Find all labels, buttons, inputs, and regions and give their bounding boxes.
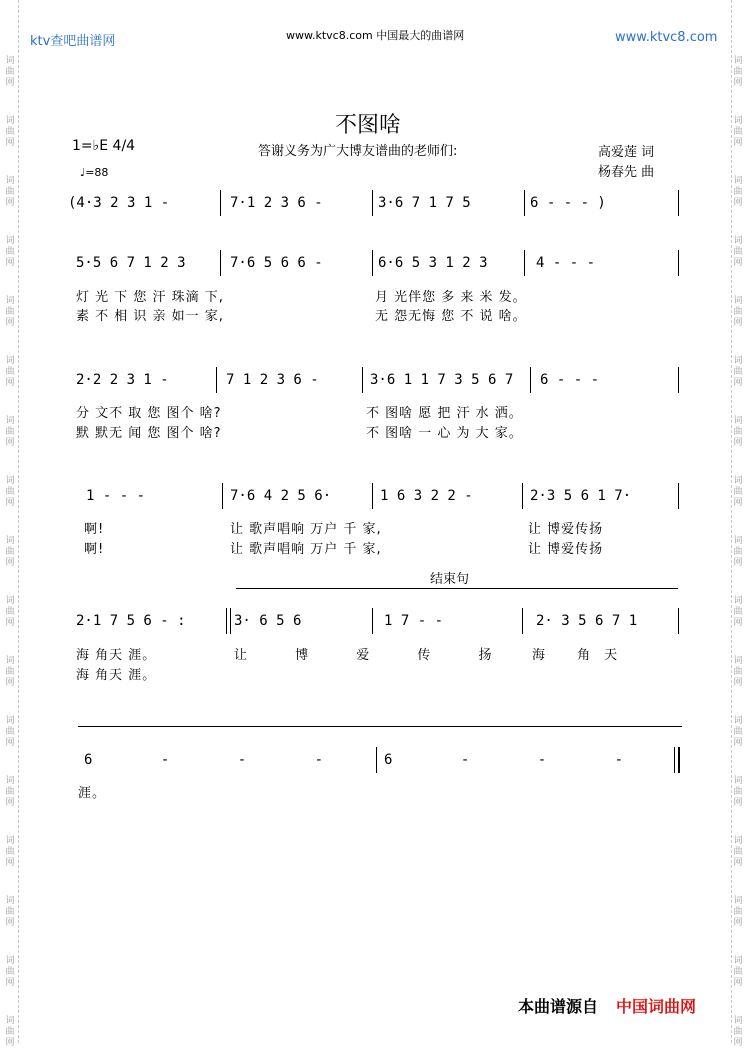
final-barline [678, 747, 680, 773]
watermark-text: 词曲网 [733, 836, 743, 868]
watermark-text: 词曲网 [733, 956, 743, 988]
left-watermark-strip [2, 0, 19, 1043]
header-center-site[interactable]: www.ktvc8.com 中国最大的曲谱网 [286, 29, 465, 42]
row4-lyric1c: 海 角天 [532, 648, 632, 663]
barline [222, 483, 223, 509]
barline [372, 190, 373, 216]
tempo-marking: ♩=88 [80, 166, 109, 179]
row5-measure1: 6 - - - [84, 752, 354, 768]
row2-lyric1b: 不 图啥 愿 把 汗 水 洒。 [366, 406, 523, 421]
row1-lyric1a: 灯 光 下 您 汗 珠滴 下, [76, 290, 224, 305]
watermark-text: 词曲网 [5, 956, 15, 988]
row5-lyric: 涯。 [78, 786, 107, 801]
watermark-text: 词曲网 [5, 476, 15, 508]
row2-measure4: 6 - - - [540, 372, 600, 388]
watermark-text: 词曲网 [733, 536, 743, 568]
watermark-text: 词曲网 [733, 776, 743, 808]
header-left-site[interactable]: ktv查吧曲谱网 [30, 34, 116, 49]
footer-source: 本曲谱源自 [518, 997, 599, 1016]
row1-measure2: 7·6 5 6 6 - [230, 255, 323, 271]
row2-measure2: 7 1 2 3 6 - [226, 372, 319, 388]
row2-measure3: 3·6 1 1 7 3 5 6 7 [370, 372, 514, 388]
credits [598, 143, 654, 183]
row2-lyric2a: 默 默无 闻 您 图个 啥? [76, 426, 222, 441]
row4-measure1: 2·1 7 5 6 - : [76, 613, 186, 629]
barline [524, 190, 525, 216]
barline [220, 250, 221, 276]
watermark-text: 词曲网 [733, 416, 743, 448]
barline [678, 367, 679, 393]
watermark-text: 词曲网 [733, 656, 743, 688]
barline [216, 367, 217, 393]
watermark-text: 词曲网 [5, 296, 15, 328]
watermark-text: 词曲网 [733, 716, 743, 748]
row3-lyric2b: 让 歌声唱响 万户 千 家, [230, 542, 382, 557]
barline [376, 747, 377, 773]
footer [518, 994, 696, 1017]
watermark-text: 词曲网 [5, 56, 15, 88]
watermark-text: 词曲网 [5, 836, 15, 868]
watermark-text: 词曲网 [5, 1016, 15, 1048]
row1-measure3: 6·6 5 3 1 2 3 [378, 255, 488, 271]
watermark-text: 词曲网 [5, 356, 15, 388]
row0-measure2: 7·1 2 3 6 - [230, 195, 323, 211]
watermark-text: 词曲网 [5, 656, 15, 688]
barline [220, 190, 221, 216]
row3-lyric1c: 让 博爱传扬 [528, 522, 604, 537]
watermark-text: 词曲网 [733, 356, 743, 388]
watermark-text: 词曲网 [5, 176, 15, 208]
watermark-text: 词曲网 [733, 896, 743, 928]
row1-measure1: 5·5 6 7 1 2 3 [76, 255, 186, 271]
row2-lyric2b: 不 图啥 一 心 为 大 家。 [366, 426, 523, 441]
row4-measure3: 1 7 - - [384, 613, 444, 629]
watermark-text: 词曲网 [5, 116, 15, 148]
watermark-text: 词曲网 [733, 1016, 743, 1048]
row3-measure4: 2·3 5 6 1 7· [530, 488, 632, 504]
watermark-text: 词曲网 [733, 176, 743, 208]
watermark-text: 词曲网 [5, 236, 15, 268]
row1-lyric2b: 无 怨无悔 您 不 说 啥。 [375, 309, 527, 324]
row1-lyric1b: 月 光伴您 多 来 米 发。 [375, 290, 527, 305]
ending-bracket-line [236, 588, 678, 589]
barline [372, 250, 373, 276]
ending-label: 结束句 [430, 572, 470, 587]
row3-measure2: 7·6 4 2 5 6· [230, 488, 332, 504]
watermark-text: 词曲网 [733, 296, 743, 328]
watermark-text: 词曲网 [733, 596, 743, 628]
row4-lyric2a: 海 角天 涯。 [76, 668, 157, 683]
row2-measure1: 2·2 2 3 1 - [76, 372, 169, 388]
row3-lyric2c: 让 博爱传扬 [528, 542, 604, 557]
barline [678, 250, 679, 276]
row0-measure3: 3·6 7 1 7 5 [378, 195, 471, 211]
watermark-text: 词曲网 [5, 716, 15, 748]
watermark-text: 词曲网 [5, 536, 15, 568]
double-barline [226, 608, 227, 634]
key-signature: 1=♭E 4/4 [72, 138, 136, 154]
row3-lyric1b: 让 歌声唱响 万户 千 家, [230, 522, 382, 537]
barline [522, 608, 523, 634]
watermark-text: 词曲网 [5, 596, 15, 628]
double-barline [230, 608, 231, 634]
row3-measure3: 1 6 3 2 2 - [380, 488, 473, 504]
barline [678, 608, 679, 634]
barline [524, 250, 525, 276]
row4-lyric1a: 海 角天 涯。 [76, 648, 157, 663]
row0-measure1: (4·3 2 3 1 - [68, 195, 170, 211]
final-barline [674, 747, 675, 773]
barline [362, 367, 363, 393]
lyricist: 高爱莲 词 [598, 145, 655, 160]
barline [372, 483, 373, 509]
barline [522, 483, 523, 509]
watermark-text: 词曲网 [5, 776, 15, 808]
watermark-text: 词曲网 [733, 476, 743, 508]
watermark-text: 词曲网 [733, 236, 743, 268]
row1-lyric2a: 素 不 相 识 亲 如一 家, [76, 309, 224, 324]
row2-lyric1a: 分 文不 取 您 图个 啥? [76, 406, 222, 421]
row0-measure4: 6 - - - ) [530, 195, 606, 211]
row3-measure1: 1 - - - [86, 488, 146, 504]
barline [372, 608, 373, 634]
watermark-text: 词曲网 [733, 116, 743, 148]
watermark-text: 词曲网 [5, 416, 15, 448]
row4-measure2: 3· 6 5 6 [234, 613, 302, 629]
row3-lyric2a: 啊! [84, 542, 105, 557]
row4-measure4: 2· 3 5 6 7 1 [536, 613, 638, 629]
row4-lyric1b: 让 博 爱 传 扬 [234, 648, 514, 663]
song-title: 不图啥 [335, 113, 402, 138]
footer-brand[interactable]: 中国词曲网 [616, 997, 697, 1016]
song-subtitle: 答谢义务为广大博友谱曲的老师们: [258, 144, 458, 159]
composer: 杨春先 曲 [598, 165, 655, 180]
right-watermark-strip [731, 0, 748, 1043]
barline [530, 367, 531, 393]
ending-bracket-line [78, 726, 682, 727]
watermark-text: 词曲网 [733, 56, 743, 88]
header-right-url[interactable]: www.ktvc8.com [615, 30, 718, 45]
barline [678, 190, 679, 216]
watermark-text: 词曲网 [5, 896, 15, 928]
barline [678, 483, 679, 509]
row5-measure2: 6 - - - [384, 752, 654, 768]
row1-measure4: 4 - - - [536, 255, 596, 271]
row3-lyric1a: 啊! [84, 522, 105, 537]
